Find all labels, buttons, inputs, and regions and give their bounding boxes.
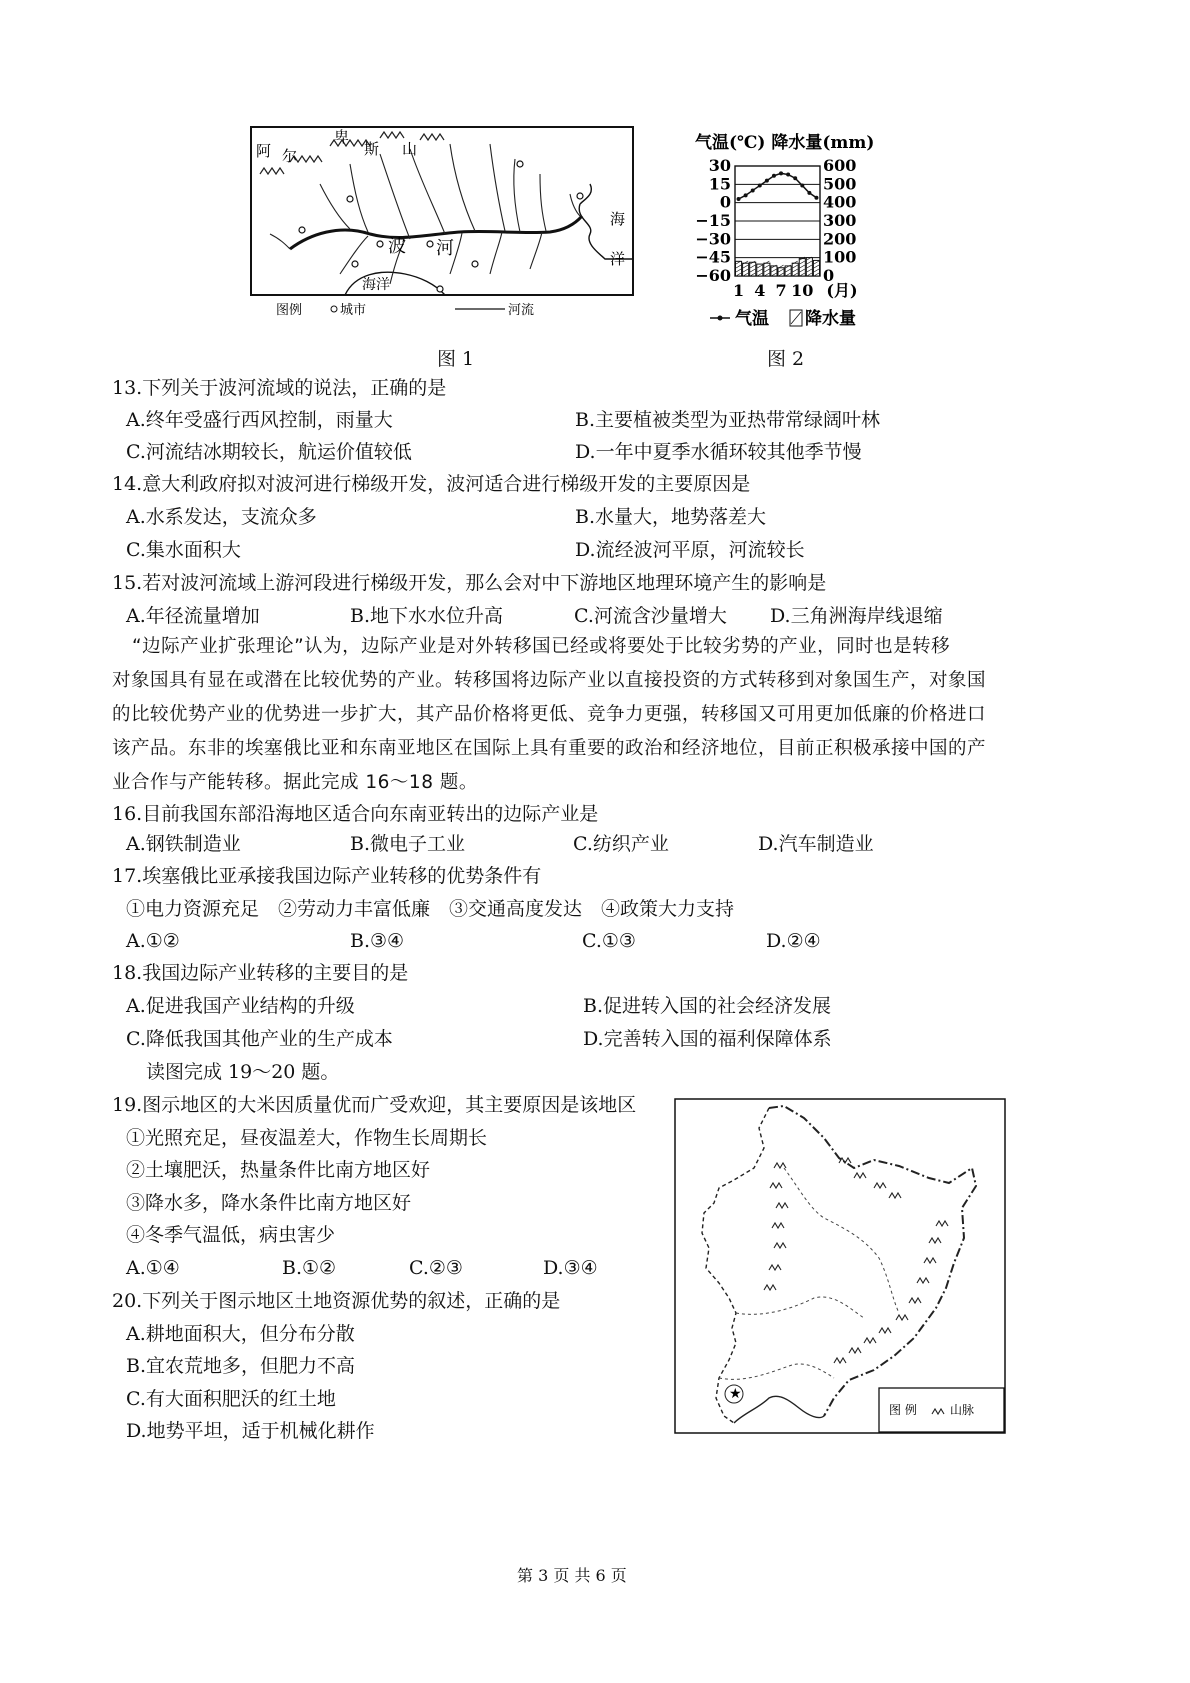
right-tick-label: 100 bbox=[823, 247, 857, 267]
q14-stem: 14.意大利政府拟对波河进行梯级开发，波河适合进行梯级开发的主要原因是 bbox=[112, 473, 751, 495]
fig3-legend-mountain: 山脉 bbox=[950, 1403, 975, 1417]
figure3-map bbox=[674, 1098, 1006, 1434]
q13-stem: 13.下列关于波河流域的说法，正确的是 bbox=[112, 377, 447, 399]
q19-option-b[interactable]: B.①② bbox=[282, 1257, 337, 1279]
tributaries bbox=[270, 144, 580, 284]
temperature-point bbox=[758, 184, 762, 188]
q19-stem: 19.图示地区的大米因质量优而广受欢迎，其主要原因是该地区 bbox=[112, 1094, 637, 1116]
temperature-point bbox=[786, 173, 790, 177]
legend-city: 城市 bbox=[340, 303, 367, 318]
left-tick-label: −60 bbox=[695, 266, 731, 285]
capital-star-icon: ★ bbox=[729, 1386, 742, 1402]
temperature-point bbox=[779, 171, 783, 175]
q16-option-a[interactable]: A.钢铁制造业 bbox=[126, 833, 241, 855]
right-tick-label: 200 bbox=[823, 229, 857, 249]
passage-line-2: 对象国具有显在或潜在比较优势的产业。转移国将边际产业以直接投资的方式转移到对象国生产，对象国 bbox=[112, 670, 987, 691]
q13-option-c[interactable]: C.河流结冰期较长，航运价值较低 bbox=[126, 441, 412, 463]
q17-stem: 17.埃塞俄比亚承接我国边际产业转移的优势条件有 bbox=[112, 865, 542, 887]
q17-option-d[interactable]: D.②④ bbox=[766, 930, 821, 952]
legend-temp-dot bbox=[718, 316, 723, 321]
temperature-point bbox=[744, 193, 748, 197]
temperature-point bbox=[793, 176, 797, 180]
q19-item-4: ④冬季气温低，病虫害少 bbox=[126, 1224, 336, 1246]
q20-option-d[interactable]: D.地势平坦，适于机械化耕作 bbox=[126, 1420, 375, 1442]
temperature-point bbox=[765, 179, 769, 183]
temperature-point bbox=[807, 191, 811, 195]
q17-option-b[interactable]: B.③④ bbox=[350, 930, 405, 952]
fig3-legend-title: 图 例 bbox=[889, 1403, 917, 1417]
left-tick-label: −30 bbox=[695, 229, 731, 249]
chart-header: 气温(℃) 降水量(mm) bbox=[695, 133, 875, 153]
mountain-label-2: 尔 bbox=[282, 147, 298, 165]
q19-item-3: ③降水多，降水条件比南方地区好 bbox=[126, 1192, 412, 1214]
figure2-caption: 图 2 bbox=[767, 348, 805, 370]
x-tick-label: 10 bbox=[791, 281, 814, 300]
q14-option-a[interactable]: A.水系发达，支流众多 bbox=[126, 506, 317, 528]
q14-option-d[interactable]: D.流经波河平原，河流较长 bbox=[575, 539, 805, 561]
q20-stem: 20.下列关于图示地区土地资源优势的叙述，正确的是 bbox=[112, 1290, 561, 1312]
left-tick-label: −15 bbox=[695, 211, 731, 230]
page-footer: 第 3 页 共 6 页 bbox=[517, 1566, 627, 1585]
right-tick-label: 300 bbox=[823, 211, 857, 230]
mountain-label-4: 斯 bbox=[364, 140, 380, 158]
right-tick-label: 400 bbox=[823, 192, 857, 212]
passage-line-5: 业合作与产能转移。据此完成 16～18 题。 bbox=[112, 772, 478, 793]
temperature-point bbox=[772, 174, 776, 178]
legend-river: 河流 bbox=[508, 303, 535, 318]
q13-option-d[interactable]: D.一年中夏季水循环较其他季节慢 bbox=[575, 441, 862, 463]
left-tick-label: 15 bbox=[708, 174, 731, 194]
q20-option-a[interactable]: A.耕地面积大，但分布分散 bbox=[126, 1323, 355, 1345]
q17-option-a[interactable]: A.①② bbox=[126, 930, 180, 952]
q18-option-b[interactable]: B.促进转入国的社会经济发展 bbox=[583, 995, 832, 1017]
temperature-point bbox=[751, 188, 755, 192]
left-tick-label: −45 bbox=[695, 247, 731, 267]
x-tick-label: 1 bbox=[732, 281, 745, 300]
q19-item-2: ②土壤肥沃，热量条件比南方地区好 bbox=[126, 1159, 431, 1181]
q15-stem: 15.若对波河流域上游河段进行梯级开发，那么会对中下游地区地理环境产生的影响是 bbox=[112, 572, 827, 594]
x-tick-label: (月) bbox=[826, 281, 858, 300]
passage-line-4: 该产品。东非的埃塞俄比亚和东南亚地区在国际上具有重要的政治和经济地位，目前正积极承接中国的产 bbox=[112, 738, 987, 759]
temperature-point bbox=[800, 184, 804, 188]
q15-option-b[interactable]: B.地下水水位升高 bbox=[350, 605, 504, 627]
river-label-1: 波 bbox=[388, 236, 406, 257]
q19-option-d[interactable]: D.③④ bbox=[543, 1257, 598, 1279]
q15-option-a[interactable]: A.年径流量增加 bbox=[126, 605, 260, 627]
q16-option-d[interactable]: D.汽车制造业 bbox=[758, 833, 874, 855]
left-tick-label: 0 bbox=[719, 192, 731, 212]
river-label-2: 河 bbox=[436, 238, 454, 259]
figure2-climate-chart bbox=[690, 128, 875, 333]
passage-line-3: 的比较优势产业的优势进一步扩大，其产品价格将更低、竞争力更强，转移国又可用更加低廉的价格进口 bbox=[112, 704, 987, 725]
q18-option-c[interactable]: C.降低我国其他产业的生产成本 bbox=[126, 1028, 393, 1050]
x-tick-label: 7 bbox=[775, 281, 787, 300]
mountain-range-symbols bbox=[764, 1158, 948, 1363]
legend-precip-label: 降水量 bbox=[805, 309, 856, 329]
q16-stem: 16.目前我国东部沿海地区适合向东南亚转出的边际产业是 bbox=[112, 803, 599, 825]
q18-stem: 18.我国边际产业转移的主要目的是 bbox=[112, 962, 409, 984]
legend-title: 图例 bbox=[276, 303, 303, 318]
q14-option-b[interactable]: B.水量大，地势落差大 bbox=[575, 506, 767, 528]
mountain-label-3: 卑 bbox=[334, 128, 350, 146]
q16-option-b[interactable]: B.微电子工业 bbox=[350, 833, 466, 855]
intro-19-20: 读图完成 19～20 题。 bbox=[146, 1061, 340, 1083]
passage-line-1: “边际产业扩张理论”认为，边际产业是对外转移国已经或将要处于比较劣势的产业，同时也是转移 bbox=[132, 636, 951, 657]
q15-option-d[interactable]: D.三角洲海岸线退缩 bbox=[770, 605, 943, 627]
q15-option-c[interactable]: C.河流含沙量增大 bbox=[574, 605, 727, 627]
q20-option-b[interactable]: B.宜农荒地多，但肥力不高 bbox=[126, 1355, 356, 1377]
national-border bbox=[769, 1106, 976, 1416]
temperature-point bbox=[737, 197, 741, 201]
figure1-caption: 图 1 bbox=[437, 348, 475, 370]
sea-label-right-1: 海 bbox=[610, 210, 626, 228]
q19-item-1: ①光照充足，昼夜温差大，作物生长周期长 bbox=[126, 1127, 488, 1149]
q17-option-c[interactable]: C.①③ bbox=[582, 930, 636, 952]
q13-option-a[interactable]: A.终年受盛行西风控制，雨量大 bbox=[126, 409, 393, 431]
sea-label-right-2: 洋 bbox=[610, 250, 626, 268]
q17-items: ①电力资源充足 ②劳动力丰富低廉 ③交通高度发达 ④政策大力支持 bbox=[126, 898, 735, 920]
sea-label-bottom: 海洋 bbox=[362, 277, 390, 293]
west-boundary bbox=[702, 1108, 769, 1423]
q19-option-a[interactable]: A.①④ bbox=[126, 1257, 180, 1279]
temperature-line bbox=[739, 173, 817, 199]
right-tick-label: 600 bbox=[823, 156, 857, 175]
figure1-map bbox=[250, 124, 635, 324]
q14-option-c[interactable]: C.集水面积大 bbox=[126, 539, 241, 561]
q18-option-d[interactable]: D.完善转入国的福利保障体系 bbox=[583, 1028, 832, 1050]
legend-temp-label: 气温 bbox=[735, 309, 769, 329]
temperature-point bbox=[814, 196, 818, 200]
x-tick-label: 4 bbox=[754, 281, 766, 300]
left-tick-label: 30 bbox=[708, 156, 731, 175]
right-tick-label: 0 bbox=[823, 266, 835, 285]
mountain-label-5: 山 bbox=[402, 140, 418, 158]
mountain-label-1: 阿 bbox=[256, 142, 272, 160]
q20-option-c[interactable]: C.有大面积肥沃的红土地 bbox=[126, 1388, 336, 1410]
q16-option-c[interactable]: C.纺织产业 bbox=[573, 833, 669, 855]
q18-option-a[interactable]: A.促进我国产业结构的升级 bbox=[126, 995, 355, 1017]
q19-option-c[interactable]: C.②③ bbox=[409, 1257, 463, 1279]
q13-option-b[interactable]: B.主要植被类型为亚热带常绿阔叶林 bbox=[575, 409, 881, 431]
right-tick-label: 500 bbox=[823, 174, 857, 194]
